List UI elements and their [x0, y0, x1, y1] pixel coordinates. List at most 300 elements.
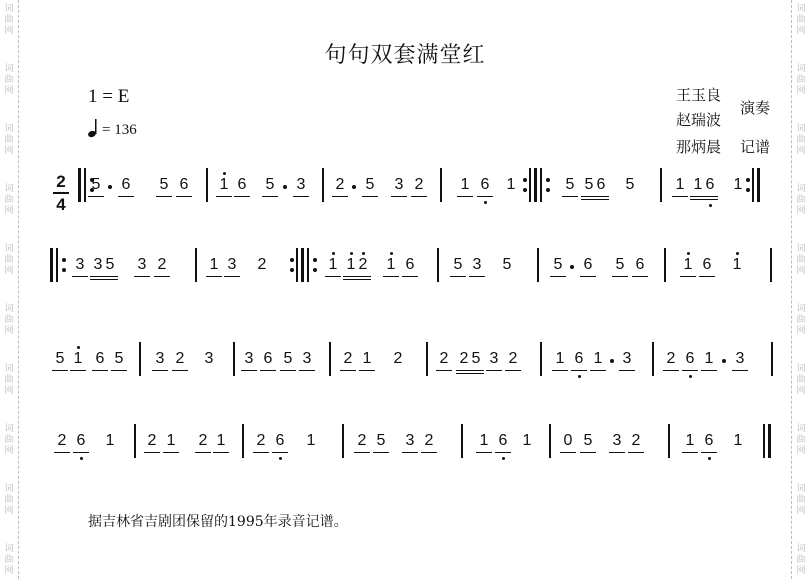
- duration-underline: [505, 370, 521, 371]
- note: [204, 350, 215, 368]
- duration-underline: [701, 452, 717, 453]
- note-digit: 1: [593, 350, 603, 367]
- note: [612, 432, 623, 450]
- note: [114, 350, 125, 368]
- note-digit: 3: [93, 256, 103, 273]
- duration-underline: [216, 196, 232, 197]
- note: [565, 176, 576, 194]
- tempo-value: = 136: [102, 122, 137, 138]
- note: [479, 432, 490, 450]
- repeat-dot: [746, 188, 750, 192]
- watermark-text: 词 曲 网: [796, 484, 806, 516]
- duration-underline: [54, 452, 70, 453]
- duration-underline: [102, 279, 118, 280]
- note: [95, 350, 106, 368]
- note: [615, 256, 626, 274]
- note-digit: 5: [365, 176, 375, 193]
- note-digit: 1: [683, 256, 693, 273]
- note-digit: 3: [489, 350, 499, 367]
- duration-underline: [154, 276, 170, 277]
- note-digit: 6: [237, 176, 247, 193]
- watermark-text: 词 曲 网: [796, 4, 806, 36]
- watermark-text: 词 曲 网: [796, 544, 806, 576]
- note-digit: 5: [583, 432, 593, 449]
- note-digit: 5: [159, 176, 169, 193]
- barline: [461, 424, 463, 458]
- duration-underline: [495, 452, 511, 453]
- note-digit: 6: [596, 176, 606, 193]
- note-digit: 6: [685, 350, 695, 367]
- note: [306, 432, 317, 450]
- duration-underline: [436, 370, 452, 371]
- performer-role: 演奏: [740, 99, 771, 117]
- duration-underline: [421, 452, 437, 453]
- note-digit: 6: [121, 176, 131, 193]
- low-octave-dot: [502, 457, 505, 460]
- note: [296, 176, 307, 194]
- barline: [342, 424, 344, 458]
- watermark-text: 词 曲 网: [796, 364, 806, 396]
- watermark-text: 词 曲 网: [796, 244, 806, 276]
- watermark-text: 词 曲 网: [4, 64, 14, 96]
- barline: [652, 342, 654, 376]
- note: [453, 256, 464, 274]
- note-digit: 3: [735, 350, 745, 367]
- note-digit: 5: [553, 256, 563, 273]
- duration-underline: [590, 370, 606, 371]
- duration-underline: [118, 196, 134, 197]
- repeat-dot: [523, 188, 527, 192]
- duration-underline: [152, 370, 168, 371]
- note-digit: 5: [265, 176, 275, 193]
- time-signature-top: 2: [56, 172, 66, 191]
- note: [733, 176, 744, 194]
- duration-underline: [469, 276, 485, 277]
- barline: [768, 424, 771, 458]
- barline: [440, 168, 442, 202]
- page-title: 句句双套满堂红: [324, 43, 486, 68]
- note: [480, 176, 491, 194]
- note-digit: 3: [472, 256, 482, 273]
- duration-underline: [293, 196, 309, 197]
- note-digit: 1: [346, 256, 356, 273]
- note-digit: 1: [362, 350, 372, 367]
- note-digit: 5: [105, 256, 115, 273]
- duration-underline: [195, 452, 211, 453]
- note: [394, 176, 405, 194]
- duration-underline: [88, 196, 104, 197]
- duration-underline: [134, 276, 150, 277]
- barline: [301, 248, 304, 282]
- note-digit: 3: [622, 350, 632, 367]
- note-digit: 1: [675, 176, 685, 193]
- barline: [329, 342, 331, 376]
- barline: [78, 168, 81, 202]
- duration-underline: [52, 370, 68, 371]
- transcriber-name: 那炳晨: [676, 138, 722, 156]
- duration-underline: [701, 370, 717, 371]
- low-octave-dot: [484, 201, 487, 204]
- note-digit: 1: [733, 432, 743, 449]
- note-digit: 2: [508, 350, 518, 367]
- note-digit: 1: [105, 432, 115, 449]
- note: [596, 176, 607, 194]
- duration-underline: [144, 452, 160, 453]
- note: [263, 350, 274, 368]
- note-digit: 2: [256, 432, 266, 449]
- duration-underline: [355, 276, 371, 277]
- note-digit: 2: [459, 350, 469, 367]
- high-octave-dot: [223, 172, 226, 175]
- note: [471, 350, 482, 368]
- augmentation-dot: [352, 185, 356, 189]
- note: [265, 176, 276, 194]
- source-note: 据吉林省吉剧团保留的1995年录音记谱。: [88, 514, 348, 530]
- duration-underline: [562, 196, 578, 197]
- note: [732, 256, 743, 274]
- note: [198, 432, 209, 450]
- time-signature-bottom: 4: [56, 195, 66, 214]
- note: [472, 256, 483, 274]
- repeat-dot: [290, 258, 294, 262]
- repeat-dot: [62, 268, 66, 272]
- note: [489, 350, 500, 368]
- note: [502, 256, 513, 274]
- note-digit: 2: [175, 350, 185, 367]
- duration-underline: [550, 276, 566, 277]
- duration-underline: [111, 370, 127, 371]
- note-digit: 2: [666, 350, 676, 367]
- barline: [537, 248, 539, 282]
- repeat-dot: [546, 188, 550, 192]
- duration-underline: [163, 452, 179, 453]
- barline: [664, 248, 666, 282]
- note-digit: 1: [166, 432, 176, 449]
- note: [583, 432, 594, 450]
- duration-underline: [362, 196, 378, 197]
- duration-underline: [593, 199, 609, 200]
- duration-underline: [682, 452, 698, 453]
- note: [105, 432, 116, 450]
- note: [675, 176, 686, 194]
- note: [405, 256, 416, 274]
- watermark-text: 词 曲 网: [4, 304, 14, 336]
- barline: [534, 168, 537, 202]
- duration-underline: [92, 370, 108, 371]
- note-digit: 3: [155, 350, 165, 367]
- note-digit: 1: [704, 350, 714, 367]
- note-digit: 1: [522, 432, 532, 449]
- note-digit: 1: [555, 350, 565, 367]
- barline: [763, 424, 765, 458]
- watermark-text: 词 曲 网: [4, 484, 14, 516]
- note-digit: 6: [635, 256, 645, 273]
- note-digit: 5: [625, 176, 635, 193]
- barline: [84, 168, 86, 202]
- note: [393, 350, 404, 368]
- high-octave-dot: [362, 252, 365, 255]
- note-digit: 6: [702, 256, 712, 273]
- duration-underline: [402, 276, 418, 277]
- high-octave-dot: [736, 252, 739, 255]
- duration-underline: [73, 452, 89, 453]
- note-digit: 5: [453, 256, 463, 273]
- note-digit: 3: [405, 432, 415, 449]
- watermark-text: 词 曲 网: [4, 544, 14, 576]
- duration-underline: [612, 276, 628, 277]
- note: [439, 350, 450, 368]
- note: [705, 176, 716, 194]
- note-digit: 2: [147, 432, 157, 449]
- note: [257, 256, 268, 274]
- note-digit: 0: [563, 432, 573, 449]
- duration-underline: [272, 452, 288, 453]
- note: [256, 432, 267, 450]
- quarter-note-icon: [88, 118, 98, 138]
- duration-underline: [619, 370, 635, 371]
- duration-underline: [340, 370, 356, 371]
- note-digit: 1: [386, 256, 396, 273]
- duration-underline: [552, 370, 568, 371]
- duration-underline: [609, 452, 625, 453]
- note: [121, 176, 132, 194]
- note: [358, 256, 369, 274]
- note-digit: 5: [615, 256, 625, 273]
- note: [386, 256, 397, 274]
- low-octave-dot: [689, 375, 692, 378]
- note: [237, 176, 248, 194]
- duration-underline: [593, 196, 609, 197]
- duration-underline: [632, 276, 648, 277]
- duration-underline: [354, 452, 370, 453]
- performer-name: 王玉良: [676, 86, 722, 104]
- note: [553, 256, 564, 274]
- note: [155, 350, 166, 368]
- duration-underline: [663, 370, 679, 371]
- note-digit: 5: [114, 350, 124, 367]
- barline: [437, 248, 439, 282]
- note-digit: 6: [705, 176, 715, 193]
- key-signature: 1 = E: [88, 86, 130, 107]
- note-digit: 2: [414, 176, 424, 193]
- note: [574, 350, 585, 368]
- duration-underline: [680, 276, 696, 277]
- duration-underline: [391, 196, 407, 197]
- note-digit: 3: [302, 350, 312, 367]
- repeat-dot: [523, 178, 527, 182]
- duration-underline: [224, 276, 240, 277]
- note: [631, 432, 642, 450]
- note: [583, 256, 594, 274]
- augmentation-dot: [108, 185, 112, 189]
- watermark-text: 词 曲 网: [4, 124, 14, 156]
- note-digit: 6: [583, 256, 593, 273]
- note-digit: 6: [480, 176, 490, 193]
- duration-underline: [176, 196, 192, 197]
- duration-underline: [70, 370, 86, 371]
- duration-underline: [213, 452, 229, 453]
- duration-underline: [280, 370, 296, 371]
- note: [685, 432, 696, 450]
- duration-underline: [477, 196, 493, 197]
- note: [328, 256, 339, 274]
- high-octave-dot: [390, 252, 393, 255]
- barline: [322, 168, 324, 202]
- note-digit: 1: [479, 432, 489, 449]
- note-digit: 2: [357, 432, 367, 449]
- barline: [50, 248, 53, 282]
- note-digit: 1: [219, 176, 229, 193]
- watermark-text: 词 曲 网: [796, 184, 806, 216]
- note: [175, 350, 186, 368]
- note-digit: 6: [405, 256, 415, 273]
- low-octave-dot: [578, 375, 581, 378]
- barline: [233, 342, 235, 376]
- augmentation-dot: [570, 265, 574, 269]
- note: [343, 350, 354, 368]
- note-digit: 2: [198, 432, 208, 449]
- note: [166, 432, 177, 450]
- note-digit: 5: [471, 350, 481, 367]
- note: [735, 350, 746, 368]
- barline: [757, 168, 760, 202]
- note: [635, 256, 646, 274]
- barline: [139, 342, 141, 376]
- barline: [540, 342, 542, 376]
- high-octave-dot: [687, 252, 690, 255]
- note: [137, 256, 148, 274]
- note-digit: 1: [328, 256, 338, 273]
- note: [414, 176, 425, 194]
- note: [506, 176, 517, 194]
- duration-underline: [206, 276, 222, 277]
- watermark-text: 词 曲 网: [796, 304, 806, 336]
- note: [244, 350, 255, 368]
- high-octave-dot: [350, 252, 353, 255]
- note-digit: 1: [460, 176, 470, 193]
- note: [498, 432, 509, 450]
- low-octave-dot: [708, 457, 711, 460]
- duration-underline: [732, 370, 748, 371]
- note-digit: 1: [685, 432, 695, 449]
- duration-underline: [383, 276, 399, 277]
- watermark-text: 词 曲 网: [4, 4, 14, 36]
- note: [179, 176, 190, 194]
- note-digit: 2: [424, 432, 434, 449]
- duration-underline: [571, 370, 587, 371]
- duration-underline: [156, 196, 172, 197]
- barline: [56, 248, 58, 282]
- note: [57, 432, 68, 450]
- note-digit: 1: [506, 176, 516, 193]
- barline: [752, 168, 754, 202]
- duration-underline: [468, 370, 484, 371]
- note-digit: 6: [275, 432, 285, 449]
- note: [704, 350, 715, 368]
- duration-underline: [486, 370, 502, 371]
- tempo-marking: [88, 118, 137, 139]
- low-octave-dot: [80, 457, 83, 460]
- barline: [549, 424, 551, 458]
- note-digit: 1: [733, 176, 743, 193]
- duration-underline: [373, 452, 389, 453]
- note-digit: 1: [73, 350, 83, 367]
- watermark-text: 词 曲 网: [4, 364, 14, 396]
- watermark-text: 词 曲 网: [4, 424, 14, 456]
- note-digit: 3: [612, 432, 622, 449]
- watermark-text: 词 曲 网: [796, 424, 806, 456]
- note-digit: 6: [95, 350, 105, 367]
- note-digit: 2: [393, 350, 403, 367]
- note: [75, 256, 86, 274]
- note-digit: 6: [76, 432, 86, 449]
- note-digit: 3: [244, 350, 254, 367]
- note-digit: 2: [343, 350, 353, 367]
- transcriber-role: 记谱: [740, 138, 771, 156]
- note-digit: 3: [204, 350, 214, 367]
- repeat-dot: [62, 258, 66, 262]
- duration-underline: [476, 452, 492, 453]
- low-octave-dot: [279, 457, 282, 460]
- augmentation-dot: [283, 185, 287, 189]
- note: [365, 176, 376, 194]
- note-digit: 5: [283, 350, 293, 367]
- note: [508, 350, 519, 368]
- note-digit: 2: [157, 256, 167, 273]
- note-digit: 3: [137, 256, 147, 273]
- note-digit: 6: [263, 350, 273, 367]
- barline: [660, 168, 662, 202]
- note: [685, 350, 696, 368]
- note: [157, 256, 168, 274]
- watermark-text: 词 曲 网: [4, 244, 14, 276]
- note-digit: 5: [502, 256, 512, 273]
- note: [357, 432, 368, 450]
- note: [424, 432, 435, 450]
- note: [76, 432, 87, 450]
- note: [362, 350, 373, 368]
- duration-underline: [402, 452, 418, 453]
- low-octave-dot: [709, 204, 712, 207]
- watermark-text: 词 曲 网: [796, 124, 806, 156]
- note-digit: 2: [631, 432, 641, 449]
- duration-underline: [262, 196, 278, 197]
- note-digit: 6: [704, 432, 714, 449]
- note: [702, 256, 713, 274]
- duration-underline: [457, 196, 473, 197]
- high-octave-dot: [332, 252, 335, 255]
- note-digit: 5: [584, 176, 594, 193]
- duration-underline: [355, 279, 371, 280]
- barline: [307, 248, 309, 282]
- note: [625, 176, 636, 194]
- watermark-text: 词 曲 网: [796, 64, 806, 96]
- note-digit: 6: [574, 350, 584, 367]
- high-octave-dot: [77, 346, 80, 349]
- note-digit: 1: [209, 256, 219, 273]
- note-digit: 5: [55, 350, 65, 367]
- note: [209, 256, 220, 274]
- augmentation-dot: [610, 359, 614, 363]
- barline: [770, 248, 772, 282]
- note: [55, 350, 66, 368]
- duration-underline: [580, 452, 596, 453]
- note: [555, 350, 566, 368]
- note-digit: 2: [358, 256, 368, 273]
- duration-underline: [172, 370, 188, 371]
- duration-underline: [332, 196, 348, 197]
- augmentation-dot: [722, 359, 726, 363]
